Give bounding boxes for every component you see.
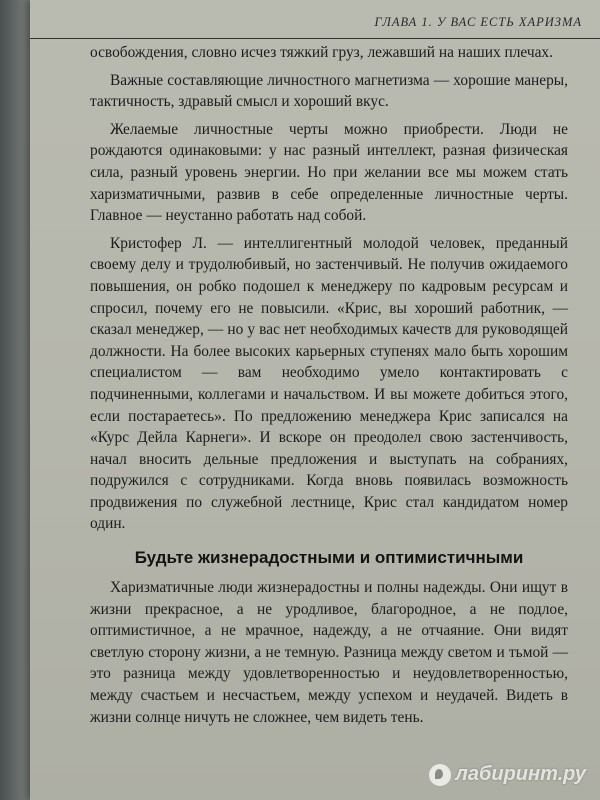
paragraph: Харизматичные люди жизнерадостны и полны надежды. Они ищут в жизни прекрасное, а не уродливое, благородное, а не подлое, оптимистичное, а не мрачное, надежду, а не отчаяние. Они видят светлую сторону жизни, а не темную. Разница между светом и тьмой — это разница между удовлетворенностью и неудовлетворенностью, между счастьем и несчастьем, между успехом и неудачей. Видеть в жизни солнце ничуть не сложнее, чем видеть тень.	[90, 579, 568, 726]
paragraph: Желаемые личностные черты можно приобрести. Люди не рождаются одинаковыми: у нас разный интеллект, разная физическая сила, разный уровень энергии. Но при желании все мы можем стать харизматичными, развив в себе определенные личностные черты. Главное — неустанно работать над собой.	[90, 120, 568, 225]
book-page	[30, 0, 600, 800]
paragraph: Кристофер Л. — интеллигентный молодой человек, преданный своему делу и трудолюбивый, но застенчивый. Не получив ожидаемого повышения, он робко подошел к менеджеру по кадровым ресурсам и спросил, почему его не повысили. «Крис, вы хороший работник, — сказал менеджер, — но у вас нет необходимых качеств для руководящей должности. На более высоких карьерных ступенях мало быть хорошим специалистом — вам необходимо умело контактировать с подчиненными, коллегами и начальством. И вы можете добиться этого, если постараетесь». По предложению менеджера Крис записался на «Курс Дейла Карнеги». И вскоре он преодолел свою застенчивость, начал вносить дельные предложения и выступать на собраниях, подружился с сотрудниками. Когда вновь появилась возможность продвижения по служебной лестнице, Крис стал кандидатом номер один.	[90, 234, 568, 533]
watermark-text: лабиринт.ру	[455, 763, 586, 785]
section-heading: Будьте жизнерадостными и оптимистичными	[134, 548, 524, 568]
book-spine	[0, 0, 34, 800]
page-body	[90, 42, 568, 734]
paragraph-continuation: освобождения, словно исчез тяжкий груз, лежавший на наших плечах.	[90, 44, 553, 61]
paragraph: Важные составляющие личностного магнетизма — хорошие манеры, тактичность, здравый смысл и хороший вкус.	[90, 71, 568, 111]
running-head	[30, 0, 600, 39]
watermark	[429, 763, 586, 786]
running-head-text: ГЛАВА 1. У ВАС ЕСТЬ ХАРИЗМА	[374, 15, 582, 29]
labirint-logo-icon	[429, 764, 451, 786]
